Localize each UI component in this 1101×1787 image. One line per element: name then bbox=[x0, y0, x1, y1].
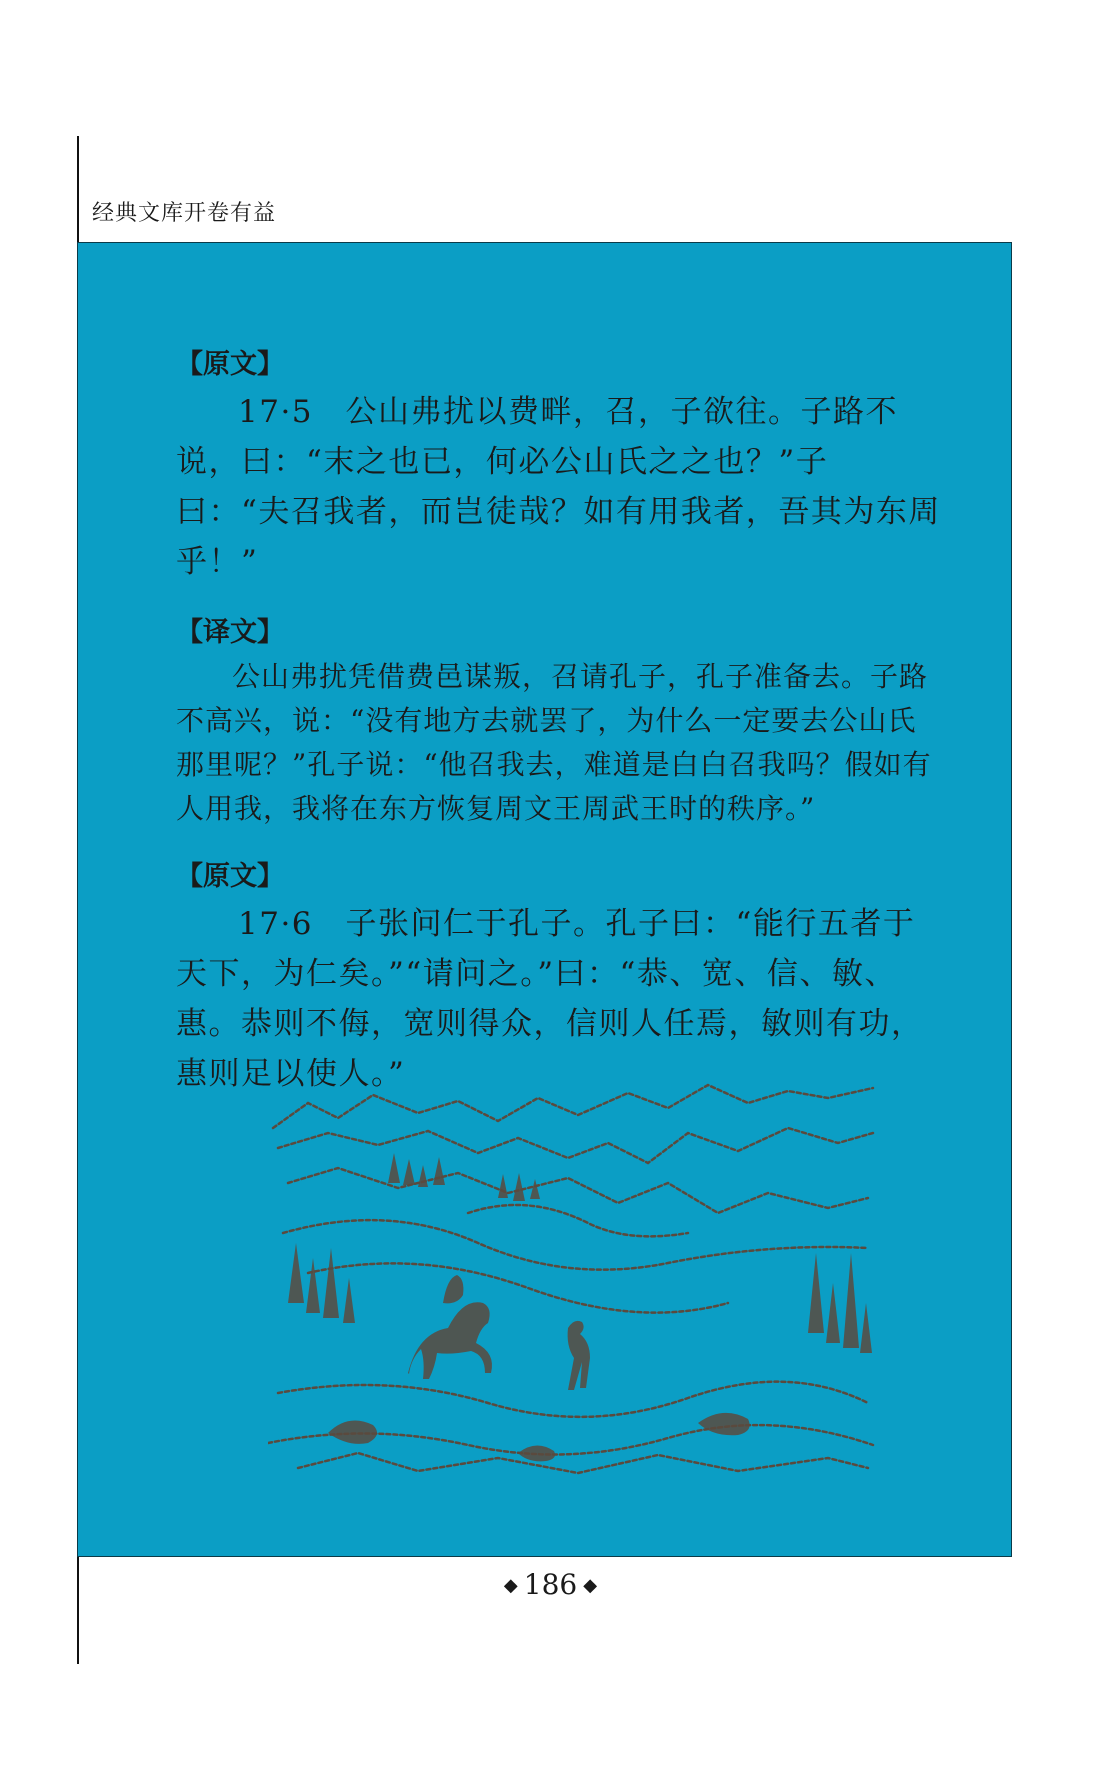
section-text: 17·5 公山弗扰以费畔，召，子欲往。子路不说，曰：“末之也已，何必公山氏之之也？”子曰：“夫召我者，而岂徒哉？如有用我者，吾其为东周乎！” bbox=[176, 394, 941, 580]
section-text: 17·6 子张问仁于孔子。孔子曰：“能行五者于天下，为仁矣。”“请问之。”曰：“恭、宽、信、敏、惠。恭则不侮，宽则得众，信则人任焉，敏则有功，惠则足以使人。” bbox=[176, 906, 924, 1092]
content-panel bbox=[77, 242, 1012, 1557]
diamond-icon: ◆ bbox=[583, 1575, 598, 1596]
section-label: 【译文】 bbox=[176, 617, 284, 648]
section-translation-1 bbox=[176, 613, 943, 831]
section-text: 公山弗扰凭借费邑谋叛，召请孔子，孔子准备去。子路不高兴，说：“没有地方去就罢了，为什么一定要去公山氏那里呢？”孔子说：“他召我去，难道是白白召我吗？假如有人用我，我将在东方恢复周文王周武王时的秩序。” bbox=[176, 660, 932, 825]
diamond-icon: ◆ bbox=[503, 1575, 518, 1596]
page-number bbox=[0, 1568, 1101, 1601]
section-label: 【原文】 bbox=[176, 861, 284, 892]
running-header: 经典文库开卷有益 bbox=[92, 201, 277, 226]
section-original-2 bbox=[176, 857, 943, 1099]
landscape-illustration bbox=[268, 1073, 878, 1485]
section-label: 【原文】 bbox=[176, 349, 284, 380]
page-number-text: 186 bbox=[523, 1568, 578, 1601]
section-original-1 bbox=[176, 345, 943, 587]
text-content bbox=[176, 345, 943, 1125]
